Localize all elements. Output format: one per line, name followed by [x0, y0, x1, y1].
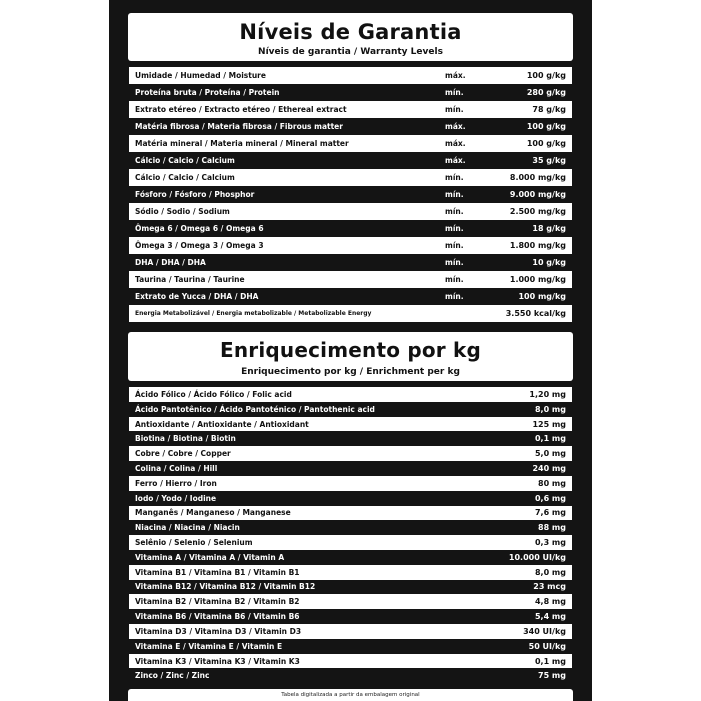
table-row — [129, 639, 572, 654]
nutrient-name: Ferro / Hierro / Iron — [129, 476, 472, 491]
table-row — [129, 461, 572, 476]
nutrient-value: 240 mg — [472, 461, 572, 476]
table-row — [129, 169, 572, 186]
nutrient-qualifier: mín. — [439, 220, 494, 237]
nutrient-qualifier: mín. — [439, 169, 494, 186]
nutrient-name: Vitamina A / Vitamina A / Vitamin A — [129, 550, 472, 565]
table-row — [129, 491, 572, 506]
nutrient-name: Zinco / Zinc / Zinc — [129, 668, 472, 683]
nutrient-name: Fósforo / Fósforo / Phosphor — [129, 186, 439, 203]
nutrient-value: 10 g/kg — [494, 254, 572, 271]
nutrient-name: Cobre / Cobre / Copper — [129, 446, 472, 461]
table-row — [129, 135, 572, 152]
nutrient-name: Cálcio / Calcio / Calcium — [129, 152, 439, 169]
nutrient-name: Vitamina B6 / Vitamina B6 / Vitamin B6 — [129, 609, 472, 624]
nutrient-name: Vitamina B2 / Vitamina B2 / Vitamin B2 — [129, 594, 472, 609]
nutrient-name: Proteína bruta / Proteína / Protein — [129, 84, 439, 101]
nutrient-name: Vitamina E / Vitamina E / Vitamin E — [129, 639, 472, 654]
nutrient-qualifier: mín. — [439, 186, 494, 203]
nutrient-value: 2.500 mg/kg — [494, 203, 572, 220]
table-row — [129, 417, 572, 432]
nutrient-value: 1.000 mg/kg — [494, 271, 572, 288]
nutrient-qualifier: mín. — [439, 203, 494, 220]
table-row — [129, 668, 572, 683]
nutrient-name: Iodo / Yodo / Iodine — [129, 491, 472, 506]
nutrient-qualifier: mín. — [439, 237, 494, 254]
nutrient-qualifier: mín. — [439, 288, 494, 305]
nutrient-name: Cálcio / Calcio / Calcium — [129, 169, 439, 186]
nutrient-value: 100 g/kg — [494, 135, 572, 152]
table-row — [129, 446, 572, 461]
nutrient-value: 0,1 mg — [472, 431, 572, 446]
guarantee-subtitle: Níveis de garantia / Warranty Levels — [258, 47, 443, 57]
enrichment-subtitle: Enriquecimento por kg / Enrichment per kg — [241, 367, 460, 377]
table-row — [129, 254, 572, 271]
enrichment-table — [129, 387, 572, 683]
nutrient-qualifier: máx. — [439, 135, 494, 152]
nutrient-value: 100 g/kg — [494, 67, 572, 84]
guarantee-title: Níveis de Garantia — [239, 20, 462, 44]
table-row — [129, 609, 572, 624]
nutrient-qualifier: mín. — [439, 271, 494, 288]
nutrient-qualifier: máx. — [439, 152, 494, 169]
table-row — [129, 550, 572, 565]
nutrient-name: Vitamina B1 / Vitamina B1 / Vitamin B1 — [129, 565, 472, 580]
nutrient-value: 100 mg/kg — [494, 288, 572, 305]
nutrient-value: 5,0 mg — [472, 446, 572, 461]
table-row — [129, 535, 572, 550]
nutrient-value: 0,1 mg — [472, 654, 572, 669]
table-row — [129, 237, 572, 254]
nutrient-name: Sódio / Sodio / Sodium — [129, 203, 439, 220]
nutrient-name: Energia Metabolizável / Energia metabolizable / Metabolizable Energy — [129, 305, 439, 322]
nutrient-name: Manganês / Manganeso / Manganese — [129, 506, 472, 521]
nutrient-name: Ácido Pantotênico / Ácido Pantoténico / Pantothenic acid — [129, 402, 472, 417]
nutrient-value: 7,6 mg — [472, 506, 572, 521]
table-row — [129, 152, 572, 169]
nutrient-name: Vitamina D3 / Vitamina D3 / Vitamin D3 — [129, 624, 472, 639]
table-row — [129, 220, 572, 237]
nutrient-value: 100 g/kg — [494, 118, 572, 135]
nutrient-name: Taurina / Taurina / Taurine — [129, 271, 439, 288]
nutrient-value: 125 mg — [472, 417, 572, 432]
table-row — [129, 67, 572, 84]
nutrient-qualifier: mín. — [439, 84, 494, 101]
table-row — [129, 565, 572, 580]
table-row — [129, 624, 572, 639]
nutrient-value: 4,8 mg — [472, 594, 572, 609]
nutrient-name: Colina / Colina / Hill — [129, 461, 472, 476]
table-row — [129, 271, 572, 288]
nutrient-name: Ômega 3 / Omega 3 / Omega 3 — [129, 237, 439, 254]
nutrient-name: Ácido Fólico / Ácido Fólico / Folic acid — [129, 387, 472, 402]
nutrient-value: 5,4 mg — [472, 609, 572, 624]
nutrient-value: 1.800 mg/kg — [494, 237, 572, 254]
table-row — [129, 118, 572, 135]
footer-note: Tabela digitalizada a partir da embalagem original — [128, 689, 573, 701]
nutrient-name: Niacina / Niacina / Niacin — [129, 520, 472, 535]
nutrient-name: DHA / DHA / DHA — [129, 254, 439, 271]
nutrient-value: 9.000 mg/kg — [494, 186, 572, 203]
table-row — [129, 186, 572, 203]
nutrient-name: Matéria fibrosa / Materia fibrosa / Fibrous matter — [129, 118, 439, 135]
nutrient-name: Ômega 6 / Omega 6 / Omega 6 — [129, 220, 439, 237]
nutrient-name: Umidade / Humedad / Moisture — [129, 67, 439, 84]
nutrient-value: 0,6 mg — [472, 491, 572, 506]
nutrient-name: Matéria mineral / Materia mineral / Mineral matter — [129, 135, 439, 152]
nutrient-name: Antioxidante / Antioxidante / Antioxidant — [129, 417, 472, 432]
nutrient-value: 8,0 mg — [472, 565, 572, 580]
table-row — [129, 476, 572, 491]
nutrient-value: 88 mg — [472, 520, 572, 535]
nutrient-qualifier: máx. — [439, 118, 494, 135]
nutrient-name: Biotina / Biotina / Biotin — [129, 431, 472, 446]
table-row — [129, 84, 572, 101]
nutrient-value: 0,3 mg — [472, 535, 572, 550]
nutrient-value: 1,20 mg — [472, 387, 572, 402]
table-row — [129, 101, 572, 118]
nutrient-value: 18 g/kg — [494, 220, 572, 237]
nutrient-value: 23 mcg — [472, 580, 572, 595]
enrichment-header — [128, 332, 573, 381]
table-row — [129, 431, 572, 446]
nutrient-name: Selênio / Selenio / Selenium — [129, 535, 472, 550]
nutrient-value: 8,0 mg — [472, 402, 572, 417]
nutrient-value: 3.550 kcal/kg — [494, 305, 572, 322]
guarantee-table — [129, 67, 572, 322]
table-row — [129, 580, 572, 595]
nutrient-value: 50 UI/kg — [472, 639, 572, 654]
nutrient-value: 10.000 UI/kg — [472, 550, 572, 565]
nutrient-name: Vitamina B12 / Vitamina B12 / Vitamin B12 — [129, 580, 472, 595]
table-row — [129, 506, 572, 521]
table-row — [129, 305, 572, 322]
table-row — [129, 288, 572, 305]
nutrient-value: 80 mg — [472, 476, 572, 491]
enrichment-title: Enriquecimento por kg — [219, 338, 482, 362]
table-row — [129, 402, 572, 417]
nutrient-value: 340 UI/kg — [472, 624, 572, 639]
nutrient-value: 78 g/kg — [494, 101, 572, 118]
nutrient-value: 35 g/kg — [494, 152, 572, 169]
nutrient-qualifier: mín. — [439, 254, 494, 271]
nutrient-name: Extrato etéreo / Extracto etéreo / Ethereal extract — [129, 101, 439, 118]
nutrient-name: Extrato de Yucca / DHA / DHA — [129, 288, 439, 305]
nutrient-qualifier — [439, 305, 494, 322]
table-row — [129, 203, 572, 220]
nutrient-value: 8.000 mg/kg — [494, 169, 572, 186]
nutrient-qualifier: máx. — [439, 67, 494, 84]
guarantee-header — [128, 13, 573, 61]
nutrient-name: Vitamina K3 / Vitamina K3 / Vitamin K3 — [129, 654, 472, 669]
nutrient-value: 75 mg — [472, 668, 572, 683]
table-row — [129, 387, 572, 402]
table-row — [129, 594, 572, 609]
nutrient-value: 280 g/kg — [494, 84, 572, 101]
nutrient-qualifier: mín. — [439, 101, 494, 118]
table-row — [129, 520, 572, 535]
table-row — [129, 654, 572, 669]
